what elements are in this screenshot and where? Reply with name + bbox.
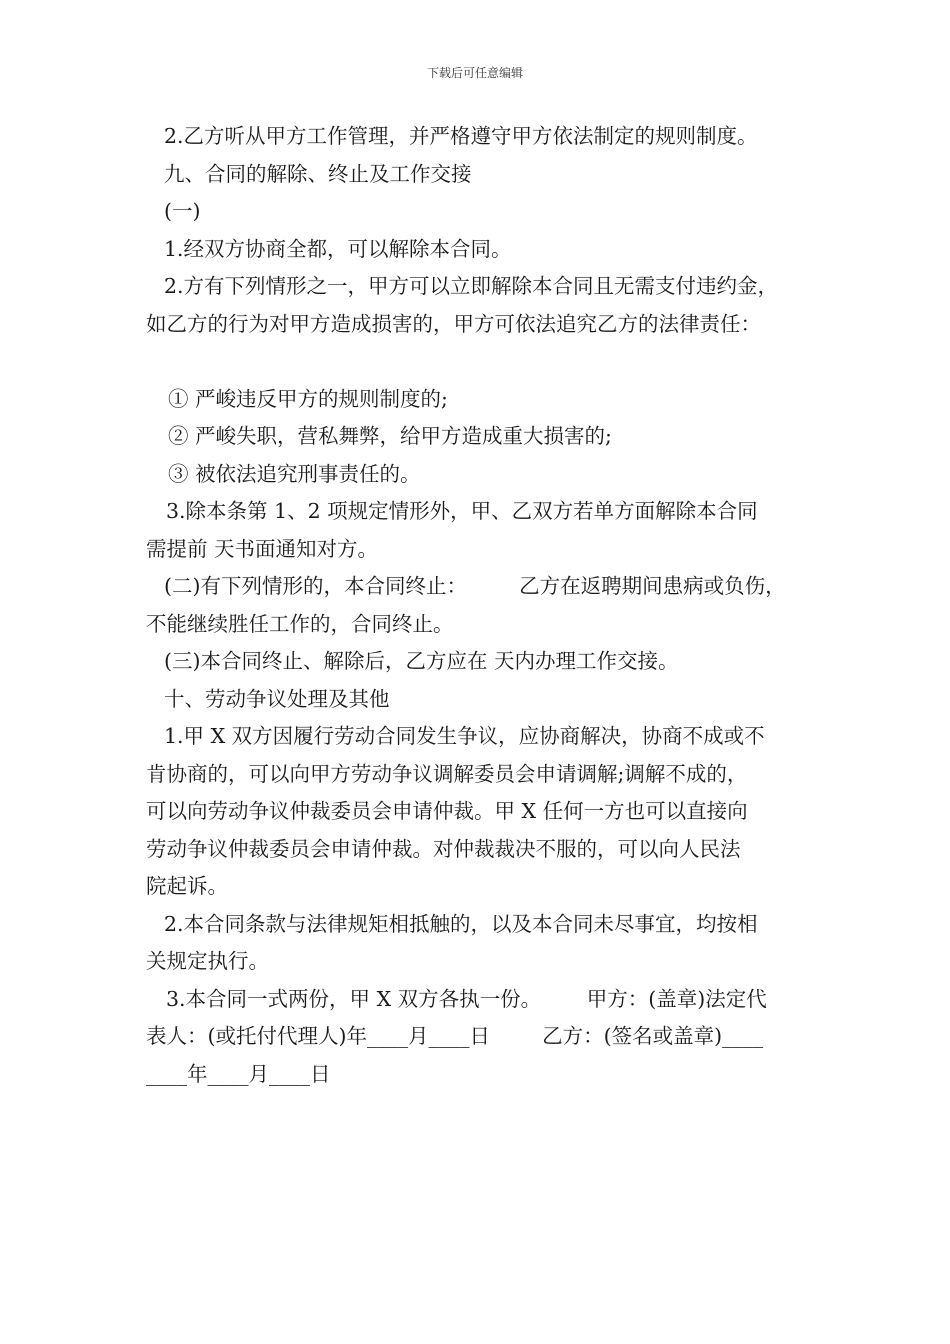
clause-10-1-line4: 劳动争议仲裁委员会申请仲裁。对仲裁裁决不服的，可以向人民法 <box>146 836 741 861</box>
section-10-heading: 十、劳动争议处理及其他 <box>164 686 390 711</box>
subsection-1-heading: (一) <box>164 199 201 223</box>
document-body <box>146 118 820 1093</box>
blank-line <box>146 343 820 381</box>
page-header: 下载后可任意编辑 <box>426 66 523 80</box>
clause-10-1-line5: 院起诉。 <box>146 874 228 898</box>
clause-9-1-3-line2: 需提前 天书面通知对方。 <box>146 536 379 561</box>
clause-10-2-line1: 2.本合同条款与法律规矩相抵触的，以及本合同未尽事宜，均按相 <box>164 911 758 936</box>
subsection-2-line1: (二)有下列情形的，本合同终止： 乙方在返聘期间患病或负伤， <box>164 574 786 598</box>
signature-line2: ____年____月____日 <box>146 1061 331 1086</box>
clause-9-1-2-line1: 2.方有下列情形之一，甲方可以立即解除本合同且无需支付违约金， <box>164 274 779 298</box>
clause-8-2: 2.乙方听从甲方工作管理，并严格遵守甲方依法制定的规则制度。 <box>164 124 758 148</box>
clause-9-1-3-line1: 3.除本条第 1、2 项规定情形外，甲、乙双方若单方面解除本合同 <box>166 499 758 523</box>
clause-10-1-line2: 肯协商的，可以向甲方劳动争议调解委员会申请调解;调解不成的， <box>146 761 748 786</box>
clause-10-3-line1: 3.本合同一式两份，甲 X 双方各执一份。 甲方：(盖章)法定代 <box>166 986 767 1011</box>
clause-9-1-2-line2: 如乙方的行为对甲方造成损害的，甲方可依法追究乙方的法律责任： <box>146 311 761 336</box>
clause-10-1-line3: 可以向劳动争议仲裁委员会申请仲裁。甲 X 任何一方也可以直接向 <box>146 799 748 823</box>
list-item-3: ③ 被依法追究刑事责任的。 <box>168 461 421 486</box>
signature-line1: 表人：(或托付代理人)年____月____日 乙方：(签名或盖章)____ <box>146 1024 764 1048</box>
list-item-2: ② 严峻失职，营私舞弊，给甲方造成重大损害的; <box>168 424 612 448</box>
section-9-heading: 九、合同的解除、终止及工作交接 <box>164 161 472 186</box>
clause-10-1-line1: 1.甲 X 双方因履行劳动合同发生争议，应协商解决，协商不成或不 <box>164 724 765 748</box>
list-item-1: ① 严峻违反甲方的规则制度的; <box>168 386 448 411</box>
clause-10-2-line2: 关规定执行。 <box>146 949 269 973</box>
clause-9-1-1: 1.经双方协商全都，可以解除本合同。 <box>164 236 512 261</box>
subsection-3: (三)本合同终止、解除后，乙方应在 天内办理工作交接。 <box>164 649 679 673</box>
subsection-2-line2: 不能继续胜任工作的，合同终止。 <box>146 611 454 636</box>
